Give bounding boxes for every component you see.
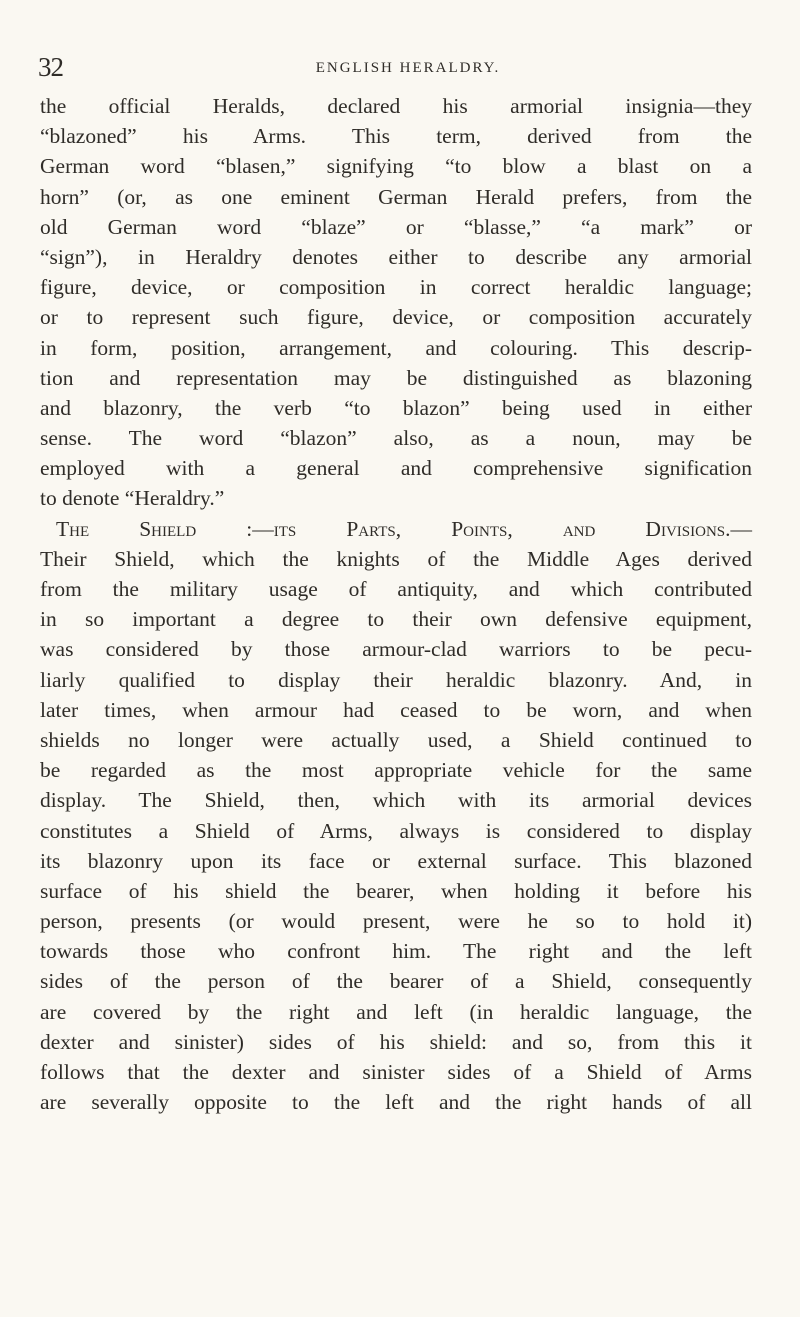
text-line: “blazoned” his Arms. This term, derived from the [40, 124, 752, 149]
page-number: 32 [38, 52, 63, 82]
text-line: the official Heralds, declared his armorial insignia—they [40, 94, 752, 118]
text-line: in form, position, arrangement, and colouring. This descrip- [40, 335, 752, 360]
section-heading: The Shield :—its Parts, Points, and Divisions.— [56, 516, 752, 541]
text-line: person, presents (or would present, were he so to hold it) [40, 909, 752, 934]
text-line: was considered by those armour-clad warriors to be pecu- [40, 637, 752, 662]
text-line: are severally opposite to the left and the right hands of all [40, 1090, 752, 1115]
text-line: “sign”), in Heraldry denotes either to describe any armorial [40, 244, 752, 269]
text-line: are covered by the right and left (in heraldic language, the [40, 999, 752, 1024]
text-line: constitutes a Shield of Arms, always is considered to display [40, 818, 752, 843]
body-text [40, 91, 752, 1117]
text-line: its blazonry upon its face or external surface. This blazoned [40, 848, 752, 873]
text-line: surface of his shield the bearer, when holding it before his [40, 878, 752, 903]
text-line: follows that the dexter and sinister sides of a Shield of Arms [40, 1060, 752, 1084]
text-line: sides of the person of the bearer of a Shield, consequently [40, 969, 752, 994]
text-line: liarly qualified to display their heraldic blazonry. And, in [40, 667, 752, 692]
text-line: later times, when armour had ceased to be worn, and when [40, 697, 752, 722]
text-line: employed with a general and comprehensive signification [40, 456, 752, 481]
text-line: old German word “blaze” or “blasse,” “a mark” or [40, 214, 752, 239]
text-line: and blazonry, the verb “to blazon” being used in either [40, 395, 752, 420]
text-line: to denote “Heraldry.” [40, 486, 225, 511]
text-line: figure, device, or composition in correct heraldic language; [40, 275, 752, 300]
text-line: display. The Shield, then, which with its armorial devices [40, 788, 752, 813]
text-line: Their Shield, which the knights of the Middle Ages derived [40, 546, 752, 571]
text-line: horn” (or, as one eminent German Herald prefers, from the [40, 184, 752, 209]
text-line: be regarded as the most appropriate vehicle for the same [40, 758, 752, 783]
page-header [38, 52, 738, 82]
text-line: shields no longer were actually used, a Shield continued to [40, 727, 752, 752]
text-line: from the military usage of antiquity, and which contributed [40, 577, 752, 601]
text-line: dexter and sinister) sides of his shield: and so, from this it [40, 1029, 752, 1054]
text-line: in so important a degree to their own defensive equipment, [40, 607, 752, 632]
text-line: sense. The word “blazon” also, as a noun, may be [40, 426, 752, 451]
text-line: or to represent such figure, device, or composition accurately [40, 305, 752, 330]
text-line: towards those who confront him. The right and the left [40, 939, 752, 964]
running-title: ENGLISH HERALDRY. [315, 60, 501, 76]
text-line: German word “blasen,” signifying “to blow a blast on a [40, 154, 752, 179]
text-line: tion and representation may be distinguished as blazoning [40, 365, 752, 390]
